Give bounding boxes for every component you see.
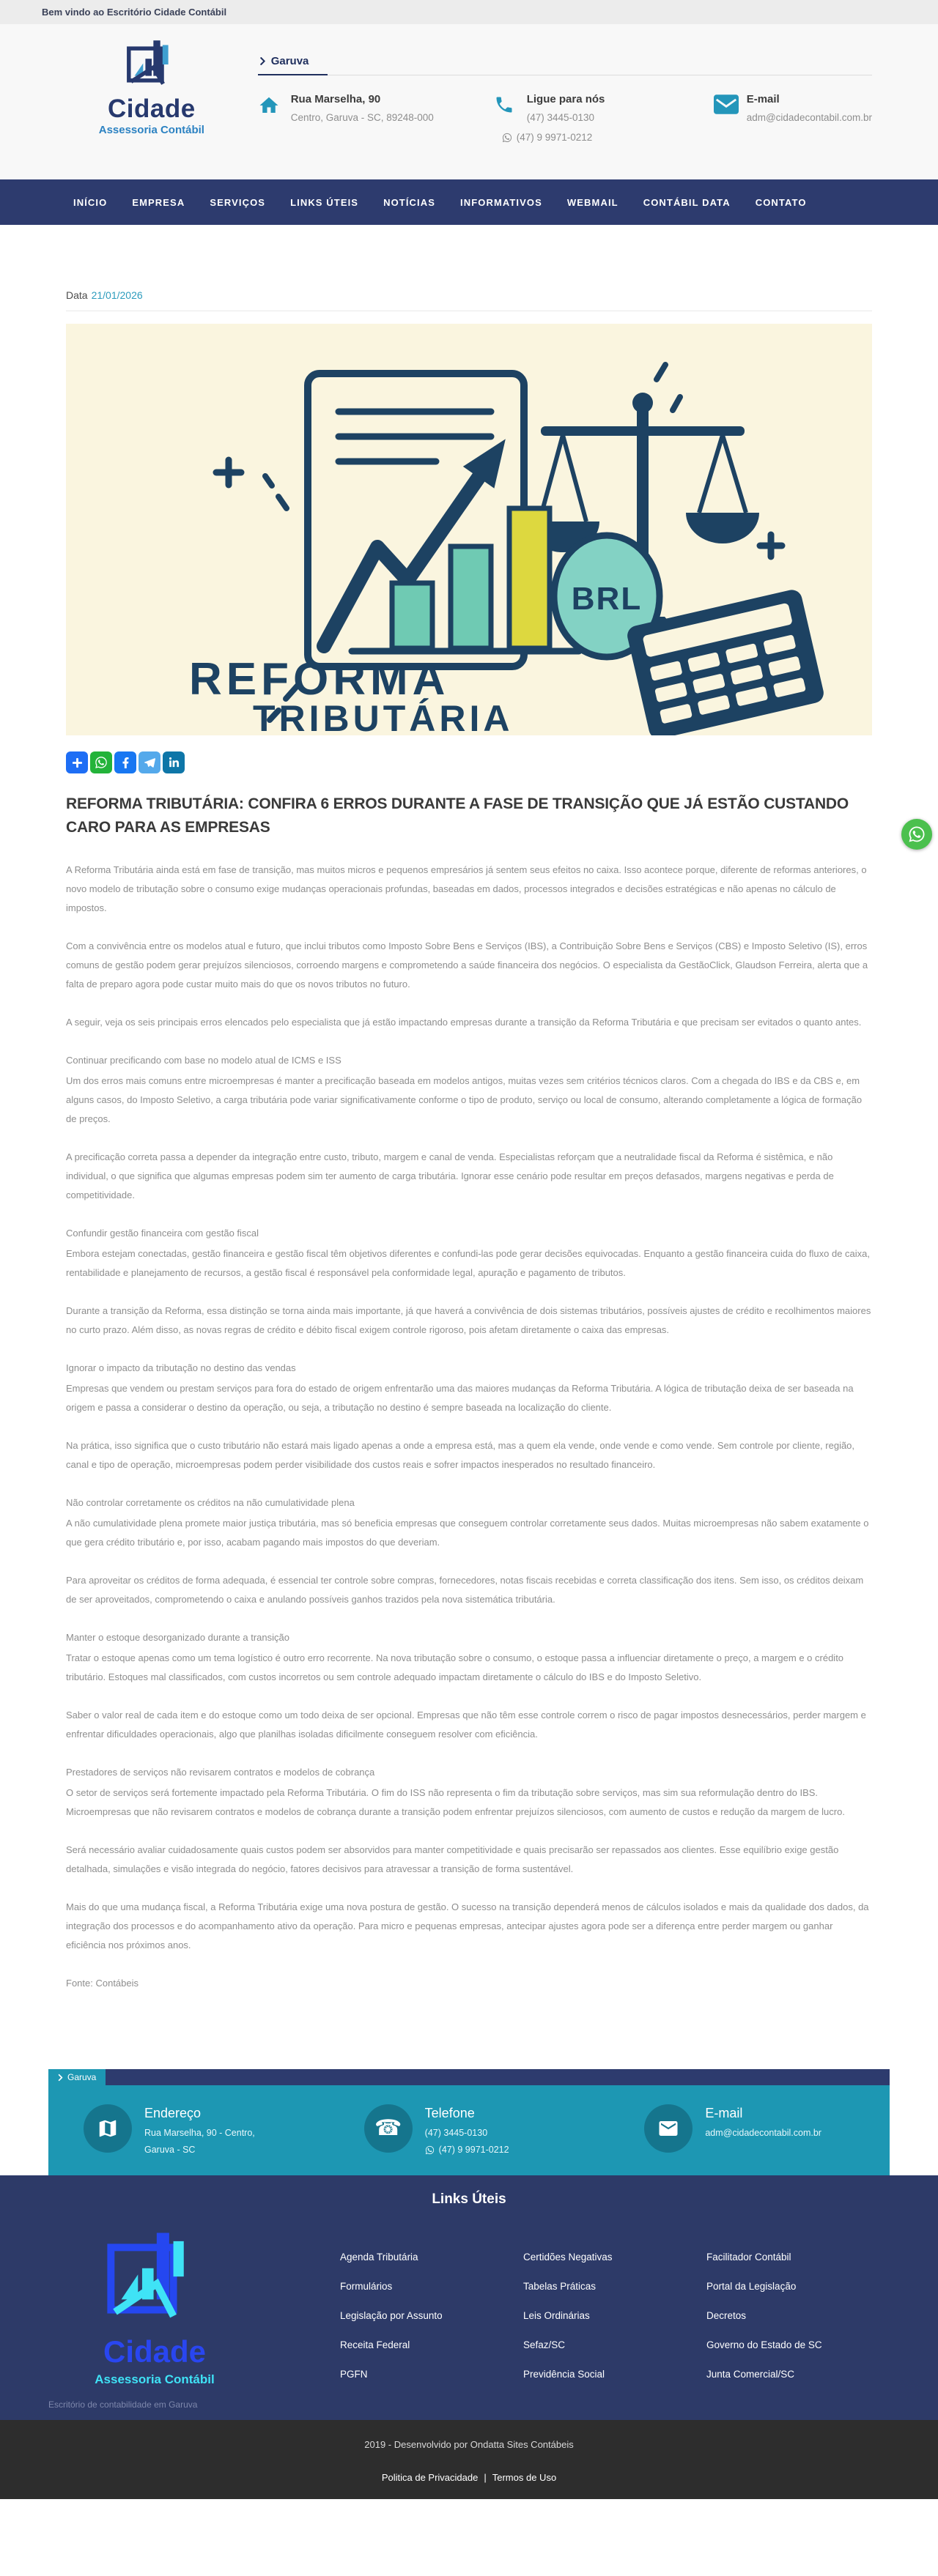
footer-whatsapp-number: (47) 9 9971-0212: [438, 2145, 509, 2155]
article-subheading: Ignorar o impacto da tributação no destino das vendas: [66, 1362, 296, 1373]
terms-of-use-link[interactable]: Termos de Uso: [492, 2472, 557, 2483]
article-paragraph: Embora estejam conectadas, gestão financeira e gestão fiscal têm objetivos diferentes e confundi-las pode gerar decisões equivocadas. Enquanto a gestão financeira cuida do fluxo de caixa, rentabilidade e planejamento de recursos, a gestão fiscal é responsável pela conformidade legal, apuração e pagamento de tributos.: [66, 1248, 871, 1278]
phone-icon: [364, 2104, 413, 2153]
article-paragraph: Um dos erros mais comuns entre microempresas é manter a precificação baseada em modelos antigos, muitas vezes sem critérios técnicos claros. Com a chegada do IBS e da CBS e, em alguns casos, do Imposto Seletivo, a carga tributária pode variar significativamente conforme o tipo de produto, serviço ou local de consumo, alterando completamente a lógica de formação de preços.: [66, 1075, 863, 1124]
footer-email: [609, 2104, 890, 2155]
plus-icon: [72, 757, 83, 768]
footer-link-facilitador-contabil[interactable]: Facilitador Contábil: [706, 2252, 791, 2263]
article-date: 21/01/2026: [91, 289, 143, 301]
footer-link-previdencia-social[interactable]: Previdência Social: [523, 2369, 605, 2380]
footer-email-title: E-mail: [705, 2106, 743, 2120]
footer-address-title: Endereço: [144, 2106, 202, 2120]
share-facebook-button[interactable]: [114, 751, 136, 773]
footer-address-line2: Garuva - SC: [144, 2145, 196, 2155]
footer-location-tab-garuva[interactable]: [48, 2069, 106, 2085]
nav-item-webmail[interactable]: WEBMAIL: [566, 196, 618, 208]
date-label: Data: [66, 289, 88, 301]
footer-phone-number: (47) 3445-0130: [424, 2128, 488, 2138]
article-subheading: Prestadores de serviços não revisarem contratos e modelos de cobrança: [66, 1767, 375, 1778]
header-address: [258, 93, 494, 143]
footer-links-column: [523, 2252, 706, 2398]
footer-link-decretos[interactable]: Decretos: [706, 2310, 747, 2321]
article-paragraph: Mais do que uma mudança fiscal, a Reforma Tributária exige uma nova postura de gestão. O sucesso na transição dependerá menos de cálculos isolados e mais da qualidade dos dados, da integração dos processos e do acompanhamento ativo da operação. Para micro e pequenas empresas, antecipar ajustes agora pode ser a diferença entre perder margem ou ganhar eficiência nos próximos anos.: [66, 1901, 869, 1950]
footer-link-formularios[interactable]: Formulários: [340, 2281, 393, 2292]
location-tab-label: Garuva: [270, 55, 309, 67]
legal-separator: |: [484, 2472, 487, 2483]
article-paragraph: Empresas que vendem ou prestam serviços para fora do estado de origem enfrentarão uma das maiores mudanças da Reforma Tributária. A lógica de tributação deixa de ser baseada na origem e passa a considerar o destino da operação, ou seja, a tributação no destino é sempre baseada na localização do cliente.: [66, 1383, 854, 1413]
footer-link-legislacao-por-assunto[interactable]: Legislação por Assunto: [340, 2310, 443, 2321]
whatsapp-icon: [502, 133, 512, 143]
chevron-right-icon: [259, 56, 266, 66]
article-title: REFORMA TRIBUTÁRIA: CONFIRA 6 ERROS DURANTE A FASE DE TRANSIÇÃO QUE JÁ ESTÃO CUSTANDO CARO PARA AS EMPRESAS: [66, 795, 849, 836]
share-plus-button[interactable]: [66, 751, 88, 773]
address-line1: Rua Marselha, 90: [290, 93, 381, 105]
footer-link-portal-da-legislacao[interactable]: Portal da Legislação: [706, 2281, 797, 2292]
footer-link-tabelas-praticas[interactable]: Tabelas Práticas: [523, 2281, 597, 2292]
footer-address-line1: Rua Marselha, 90 - Centro,: [144, 2128, 255, 2138]
whatsapp-float-button[interactable]: [901, 819, 932, 850]
header-contact-row: [258, 93, 872, 143]
map-icon: [84, 2104, 132, 2153]
article-paragraph: Durante a transição da Reforma, essa distinção se torna ainda mais importante, já que haverá a convivência de dois sistemas tributários, possíveis ajustes de crédito e recolhimentos maiores no curto prazo. Além disso, as novas regras de crédito e débito fiscal exigem controle rigoroso, pois afetam diretamente o caixa das empresas.: [66, 1305, 871, 1335]
article-paragraph: Para aproveitar os créditos de forma adequada, é essencial ter controle sobre compras, fornecedores, notas fiscais recebidas e correta classificação dos itens. Sem isso, os créditos deixam de ser aproveitados, comprometendo o caixa e anulando possíveis ganhos trazidos pela nova sistemática tributária.: [66, 1575, 864, 1605]
nav-item-servicos[interactable]: SERVIÇOS: [210, 196, 266, 208]
site-header: [0, 24, 938, 179]
chevron-right-icon: [58, 2074, 63, 2082]
article-subheading: Confundir gestão financeira com gestão fiscal: [66, 1228, 259, 1239]
footer-link-agenda-tributaria[interactable]: Agenda Tributária: [340, 2252, 418, 2263]
location-tab-garuva[interactable]: [258, 51, 328, 75]
email-icon: [714, 93, 737, 143]
whatsapp-icon: [908, 825, 926, 843]
nav-item-empresa[interactable]: EMPRESA: [132, 196, 185, 208]
whatsapp-icon: [95, 756, 108, 769]
header-contact-area: [237, 36, 872, 143]
article-body: [66, 861, 872, 2069]
footer-logo-icon: [100, 2227, 210, 2331]
linkedin-icon: [169, 757, 180, 768]
nav-item-contabil-data[interactable]: CONTÁBIL DATA: [643, 196, 731, 208]
footer-location-tab-label: Garuva: [67, 2072, 97, 2082]
nav-item-inicio[interactable]: INÍCIO: [73, 196, 108, 208]
footer-contact-tabs: [48, 2069, 890, 2085]
article-paragraph: O setor de serviços será fortemente impactado pela Reforma Tributária. O fim do ISS não representa o fim da tributação sobre serviços, mas sim sua reformulação dentro do IBS. Microempresas que não revisarem contratos e modelos de cobrança durante a transição podem enfrentar prejuízos silenciosos, com aumento de custos e redução da margem de lucro.: [66, 1787, 845, 1817]
article-paragraph: A precificação correta passa a depender da integração entre custo, tributo, margem e canal de venda. Especialistas reforçam que a neutralidade fiscal da Reforma é sistêmica, e não individual, o que significa que algumas empresas podem sim ter aumento de carga tributária. Ignorar esse cenário pode resultar em preços defasados, margens negativas e perda de competitividade.: [66, 1151, 834, 1200]
home-icon: [258, 93, 281, 143]
credit-text: 2019 - Desenvolvido por Ondatta Sites Contábeis: [364, 2439, 574, 2450]
email-address: adm@cidadecontabil.com.br: [746, 112, 872, 123]
bottom-bar: [0, 2420, 938, 2499]
footer-logo-tagline: Assessoria Contábil: [95, 2372, 215, 2386]
main-nav-list: [0, 197, 807, 208]
footer-link-governo-do-estado-de-sc[interactable]: Governo do Estado de SC: [706, 2339, 822, 2350]
whatsapp-number: (47) 9 9971-0212: [516, 132, 593, 144]
logo-name: Cidade: [108, 94, 196, 123]
article-paragraph: Fonte: Contábeis: [66, 1978, 139, 1989]
footer-links-column: [706, 2252, 890, 2398]
footer-caption: Escritório de contabilidade em Garuva: [48, 2399, 198, 2410]
footer-link-pgfn[interactable]: PGFN: [340, 2369, 368, 2380]
article-paragraph: Será necessário avaliar cuidadosamente quais custos podem ser absorvidos para manter competitividade e quais precisarão ser repassados aos clientes. Esse equilíbrio exige gestão detalhada, simulações e visão integrada do negócio, fatores decisivos para atravessar a transição de forma sustentável.: [66, 1844, 839, 1874]
footer-logo-name: Cidade: [103, 2334, 207, 2369]
share-whatsapp-button[interactable]: [90, 751, 112, 773]
header-phone: [494, 93, 714, 143]
topbar: [0, 0, 938, 24]
facebook-icon: [120, 757, 131, 768]
article-paragraph: A seguir, veja os seis principais erros elencados pelo especialista que já estão impactando empresas durante a transição da Reforma Tributária e que precisam ser evitados o quanto antes.: [66, 1017, 862, 1028]
whatsapp-icon: [425, 2145, 435, 2155]
article-date-row: [66, 225, 872, 301]
footer-links-columns: [261, 2227, 890, 2398]
article-paragraph: Tratar o estoque apenas como um tema logístico é outro erro recorrente. Na nova tributação sobre o consumo, o estoque passa a influenciar diretamente o preço, a margem e o crédito tributário. Estoques mal classificados, com custos incorretos ou sem controle adequado impactam diretamente o cálculo do IBS e do Imposto Seletivo.: [66, 1652, 844, 1682]
article-paragraph: Saber o valor real de cada item e do estoque como um todo deixa de ser opcional. Empresas que não têm esse controle correm o risco de pagar impostos desnecessários, perder margem e enfrentar dificuldades operacionais, algo que planilhas isoladas dificilmente conseguem resolver com eficiência.: [66, 1710, 866, 1740]
footer-link-certidoes-negativas[interactable]: Certidões Negativas: [523, 2252, 613, 2263]
footer-links: [0, 2175, 938, 2420]
footer-address: [48, 2104, 329, 2155]
article-paragraph: A não cumulatividade plena promete maior justiça tributária, mas só beneficia empresas que conseguem controlar corretamente seus dados. Muitas microempresas não sabem exatamente o que gera crédito tributário e, por isso, acabam pagando mais impostos do que deveriam.: [66, 1518, 869, 1548]
footer-link-sefaz-sc[interactable]: Sefaz/SC: [523, 2339, 566, 2350]
address-line2: Centro, Garuva - SC, 89248-000: [290, 112, 434, 123]
main-nav: [0, 179, 938, 225]
location-tabs: [258, 51, 872, 75]
article-paragraph: Com a convivência entre os modelos atual e futuro, que inclui tributos como Imposto Sobre Bens e Serviços (IBS), a Contribuição Sobre Bens e Serviços (CBS) e Imposto Seletivo (IS), erros comuns de gestão podem gerar prejuízos silenciosos, corroendo margens e comprometendo a saúde financeira dos negócios. O especialista da GestãoClick, Glaudson Ferreira, alerta que a falta de preparo agora pode custar muito mais do que os novos tributos no futuro.: [66, 940, 868, 990]
article-paragraph: Na prática, isso significa que o custo tributário não estará mais ligado apenas a onde a empresa está, mas a quem ela vende, onde vende e como vende. Sem controle por cliente, região, canal e tipo de operação, microempresas podem perder visibilidade dos custos reais e sofrer impactos inesperados no resultado financeiro.: [66, 1440, 855, 1470]
footer-link-leis-ordinarias[interactable]: Leis Ordinárias: [523, 2310, 590, 2321]
welcome-text: Bem vindo ao Escritório Cidade Contábil: [42, 7, 227, 18]
article-subheading: Não controlar corretamente os créditos na não cumulatividade plena: [66, 1497, 355, 1508]
hero-illustration: [66, 324, 872, 735]
footer-phone-title: Telefone: [424, 2106, 475, 2120]
article-subheading: Manter o estoque desorganizado durante a transição: [66, 1632, 289, 1643]
share-telegram-button[interactable]: [139, 751, 160, 773]
brl-coin-label: BRL: [571, 581, 643, 617]
article-paragraph: A Reforma Tributária ainda está em fase de transição, mas muitos micros e pequenos empresários já sentem seus efeitos no caixa. Isso acontece porque, diferente de reformas anteriores, o novo modelo de tributação sobre o consumo exige mudanças operacionais profundas, baseadas em dados, processos integrados e decisões estratégicas e não apenas no cálculo de impostos.: [66, 864, 867, 913]
footer-phone: [329, 2104, 610, 2155]
footer-links-column: [340, 2252, 523, 2398]
footer-links-title: Links Úteis: [432, 2191, 506, 2207]
footer-logo[interactable]: [48, 2227, 261, 2398]
footer-contact: [48, 2069, 890, 2175]
footer-link-receita-federal[interactable]: Receita Federal: [340, 2339, 410, 2350]
site-logo[interactable]: [66, 36, 237, 143]
hero-title-line2: TRIBUTÁRIA: [253, 698, 514, 735]
phone-glyph: ☎: [374, 2115, 402, 2141]
email-title: E-mail: [746, 93, 780, 105]
article-subheading: Continuar precificando com base no modelo atual de ICMS e ISS: [66, 1055, 341, 1066]
hero-title-line1: REFORMA: [189, 654, 450, 705]
share-linkedin-button[interactable]: [163, 751, 185, 773]
email-icon: [644, 2104, 693, 2153]
nav-item-informativos[interactable]: INFORMATIVOS: [460, 196, 542, 208]
footer-email-address: adm@cidadecontabil.com.br: [705, 2128, 821, 2138]
footer-link-junta-comercial-sc[interactable]: Junta Comercial/SC: [706, 2369, 795, 2380]
nav-item-links-uteis[interactable]: LINKS ÚTEIS: [290, 196, 359, 208]
nav-item-contato[interactable]: CONTATO: [755, 196, 807, 208]
nav-item-noticias[interactable]: NOTÍCIAS: [383, 196, 435, 208]
phone-title: Ligue para nós: [526, 93, 605, 105]
hero-image: [66, 324, 872, 735]
phone-number: (47) 3445-0130: [526, 112, 595, 123]
logo-icon: [123, 36, 180, 93]
article-page: [0, 225, 938, 2069]
header-email: [714, 93, 872, 143]
privacy-policy-link[interactable]: Politica de Privacidade: [381, 2472, 479, 2483]
share-buttons: [66, 751, 872, 773]
logo-tagline: Assessoria Contábil: [98, 124, 204, 136]
telegram-icon: [144, 757, 155, 768]
